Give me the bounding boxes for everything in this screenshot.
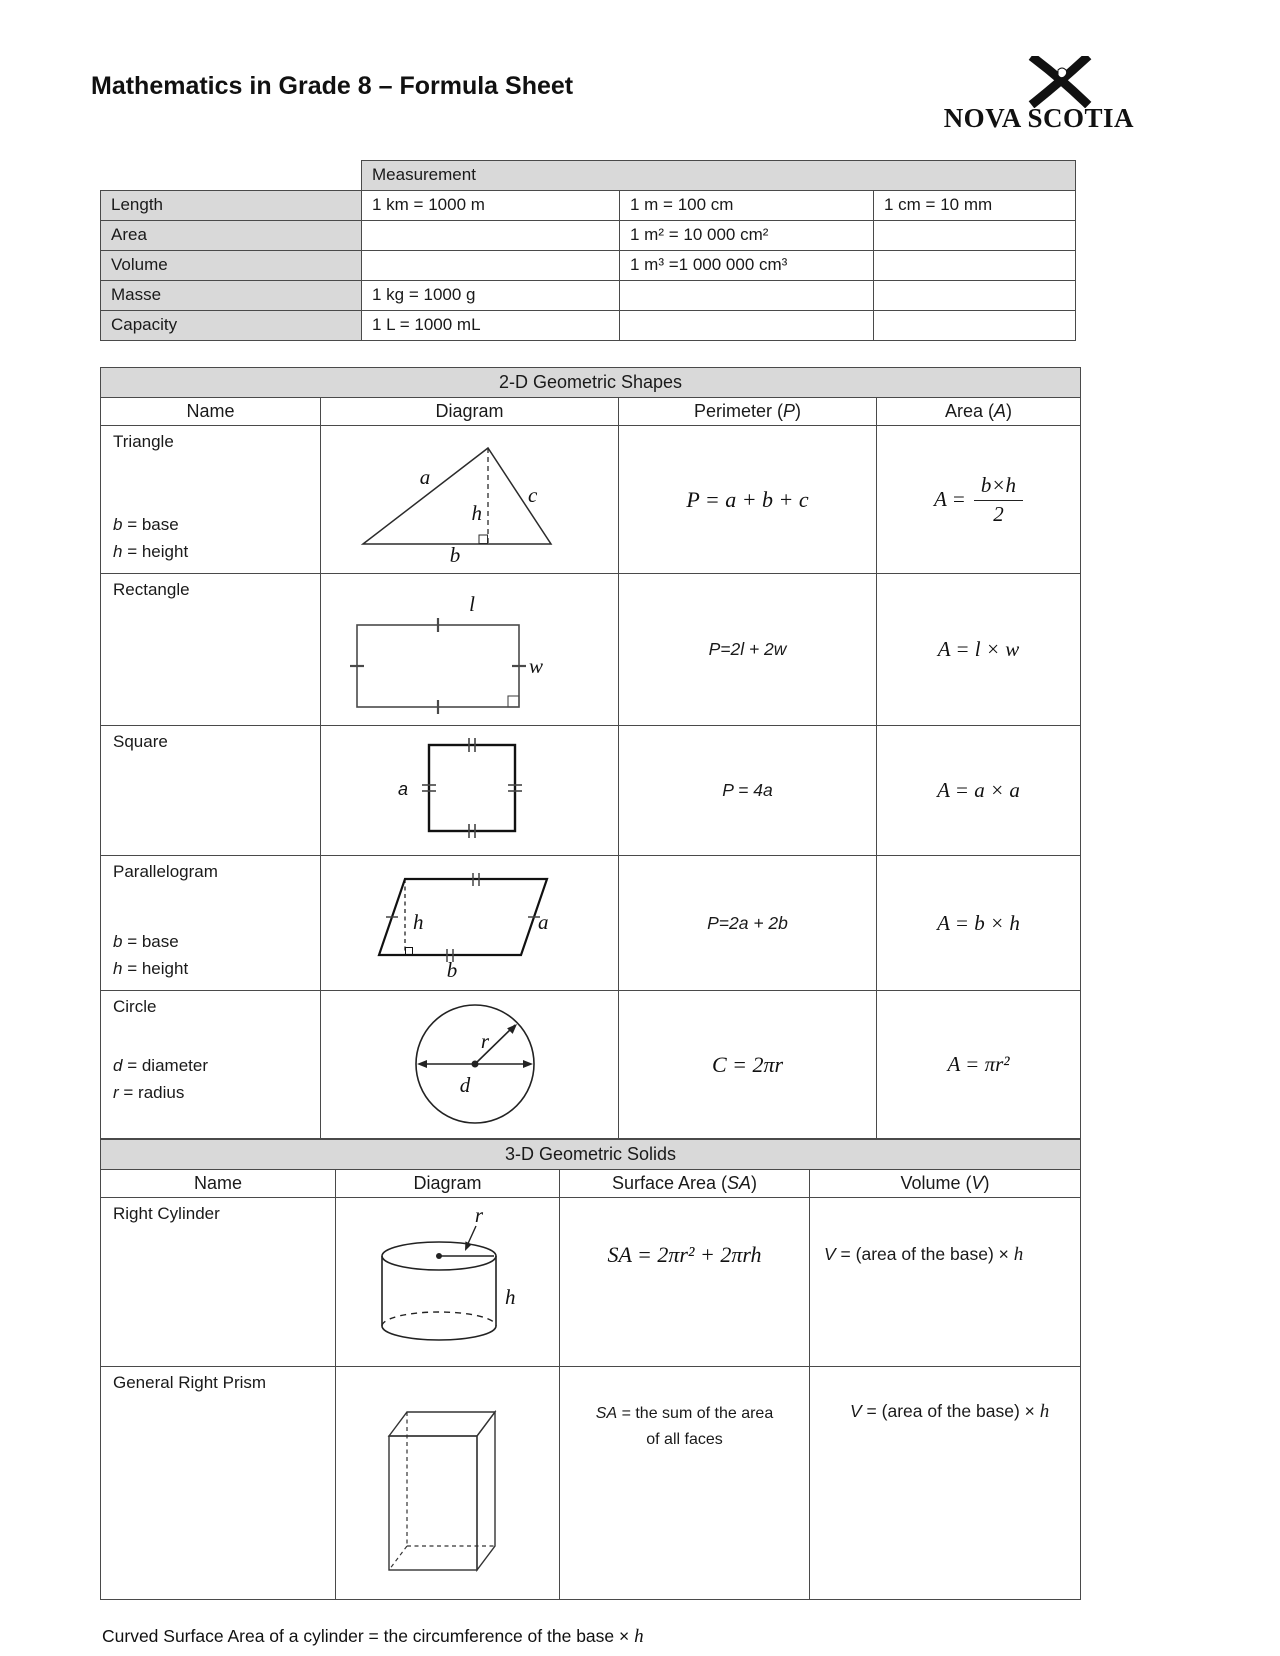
header-text: Volume (: [900, 1173, 972, 1193]
label-diameter: d: [459, 1072, 470, 1097]
measurement-row-capacity: [101, 311, 1076, 341]
measurement-value-cell: 1 kg = 1000 g: [362, 281, 620, 311]
note-line: [113, 512, 188, 538]
measurement-label-cell: Volume: [101, 251, 362, 281]
label-side: a: [537, 909, 548, 934]
perimeter-formula: P = 4a: [722, 780, 773, 800]
measurement-label-cell: Masse: [101, 281, 362, 311]
area-formula-cell: [877, 574, 1081, 726]
measurement-table: [100, 160, 1076, 341]
solid-diagram-cell: [336, 1198, 560, 1367]
parallelogram-diagram: [325, 863, 615, 979]
fraction-numerator: b×h: [974, 473, 1023, 501]
header-text: ): [1006, 401, 1013, 421]
circle-diagram: [325, 998, 615, 1127]
perimeter-formula-cell: [619, 726, 877, 856]
solids-3d-column-header-row: [101, 1170, 1081, 1198]
footnote-symbol: h: [634, 1626, 644, 1647]
label-base: b: [449, 542, 460, 563]
shape-notes: [113, 1053, 208, 1106]
solid-name-cell: [101, 1367, 336, 1600]
measurement-value-cell: [874, 251, 1076, 281]
shape-diagram-cell: [321, 726, 619, 856]
label-base: b: [446, 957, 457, 979]
note-text: = height: [122, 958, 189, 978]
header-symbol: A: [994, 401, 1007, 421]
measurement-value-cell: [620, 311, 874, 341]
circumference-formula: C = 2πr: [711, 1051, 784, 1077]
arrowheads: [417, 1024, 533, 1068]
measurement-empty-corner: [101, 161, 362, 191]
area-formula-cell: [877, 991, 1081, 1139]
shape-row-rectangle: [101, 574, 1081, 726]
formula-symbol: SA: [595, 1405, 618, 1422]
cylinder-shape: [382, 1226, 496, 1340]
fraction-denominator: 2: [993, 501, 1004, 526]
shape-name: Parallelogram: [113, 862, 218, 881]
column-header-perimeter: [619, 398, 877, 426]
formula-text-line2: of all faces: [646, 1430, 723, 1448]
formula-text: = (area of the base) ×: [835, 1243, 1014, 1264]
perimeter-formula-cell: [619, 991, 877, 1139]
footnote-text: Curved Surface Area of a cylinder = the circumference of the base ×: [102, 1626, 635, 1646]
prism-shape: [389, 1412, 495, 1570]
square-diagram: [325, 733, 615, 844]
shapes-2d-column-header-row: [101, 398, 1081, 426]
header-text: Area (: [944, 401, 995, 421]
note-line: [113, 539, 188, 565]
measurement-label-cell: Length: [101, 191, 362, 221]
surface-area-formula: SA = 2πr² + 2πrh: [607, 1241, 762, 1267]
perimeter-formula-cell: [619, 426, 877, 574]
area-formula-cell: [877, 726, 1081, 856]
label-side-c: c: [527, 482, 537, 507]
shape-name: Circle: [113, 997, 157, 1016]
triangle-shape: [363, 448, 551, 544]
shape-notes: [113, 929, 188, 982]
measurement-section-header: Measurement: [362, 161, 1076, 191]
measurement-label-cell: Area: [101, 221, 362, 251]
header-text: Surface Area (: [611, 1173, 728, 1193]
perimeter-formula-cell: [619, 574, 877, 726]
parallelogram-shape: [379, 873, 547, 962]
page-content: [91, 0, 1080, 1648]
volume-formula-cell: [810, 1367, 1081, 1600]
measurement-value-cell: 1 m = 100 cm: [620, 191, 874, 221]
header-symbol: V: [971, 1173, 984, 1193]
measurement-header-row: [101, 161, 1076, 191]
shape-notes: [113, 512, 188, 565]
solids-3d-header-row: [101, 1140, 1081, 1170]
column-header-name: Name: [101, 1170, 336, 1198]
measurement-row-length: [101, 191, 1076, 221]
area-formula-cell: [877, 856, 1081, 991]
label-height: h: [412, 909, 423, 934]
measurement-value-cell: [874, 281, 1076, 311]
nova-scotia-logo: [924, 56, 1134, 134]
rectangle-diagram: [325, 581, 615, 714]
shapes-2d-section-header: 2-D Geometric Shapes: [101, 368, 1081, 398]
measurement-value-cell: 1 L = 1000 mL: [362, 311, 620, 341]
note-text: = radius: [118, 1082, 185, 1102]
note-line: [113, 956, 188, 982]
shapes-2d-table: [100, 367, 1081, 1139]
column-header-diagram: Diagram: [321, 398, 619, 426]
area-formula: A = l × w: [937, 637, 1020, 661]
measurement-value-cell: [620, 281, 874, 311]
volume-formula: [824, 1244, 1023, 1264]
note-symbol: d: [113, 1056, 123, 1076]
shape-diagram-cell: [321, 574, 619, 726]
solid-diagram-cell: [336, 1367, 560, 1600]
note-text: = diameter: [122, 1056, 208, 1076]
header-symbol: SA: [727, 1173, 752, 1193]
note-line: [113, 1080, 208, 1106]
note-text: = height: [122, 541, 189, 561]
formula-symbol: h: [1039, 1401, 1050, 1422]
formula-symbol: h: [1013, 1243, 1024, 1265]
fraction: [974, 473, 1023, 527]
measurement-value-cell: 1 m³ =1 000 000 cm³: [620, 251, 874, 281]
shape-diagram-cell: [321, 856, 619, 991]
label-radius: r: [480, 1028, 489, 1053]
area-formula: A = a × a: [937, 778, 1020, 802]
measurement-row-area: [101, 221, 1076, 251]
note-text: = base: [122, 515, 179, 535]
note-line: [113, 929, 188, 955]
shape-row-circle: [101, 991, 1081, 1139]
rectangle-shape: [350, 618, 526, 714]
solids-3d-table: [100, 1139, 1081, 1600]
label-height: h: [471, 500, 482, 525]
label-height: h: [504, 1284, 515, 1309]
header-text: Perimeter (: [693, 401, 783, 421]
shape-diagram-cell: [321, 991, 619, 1139]
note-text: = base: [122, 932, 179, 952]
volume-formula: [850, 1401, 1049, 1421]
shape-name-cell: [101, 426, 321, 574]
measurement-value-cell: [362, 221, 620, 251]
surface-area-formula-cell: [560, 1367, 810, 1600]
shapes-2d-header-row: [101, 368, 1081, 398]
solid-name: General Right Prism: [113, 1373, 267, 1392]
column-header-area: [877, 398, 1081, 426]
header-symbol: P: [783, 401, 796, 421]
label-side: a: [397, 778, 408, 799]
measurement-row-volume: [101, 251, 1076, 281]
page-title: Mathematics in Grade 8 – Formula Sheet: [91, 72, 574, 100]
perimeter-formula: P=2a + 2b: [707, 912, 788, 933]
perimeter-formula: P=2l + 2w: [708, 639, 787, 659]
logo-wordmark: NOVA SCOTIA: [943, 103, 1134, 133]
solid-row-cylinder: [101, 1198, 1081, 1367]
label-side-a: a: [419, 464, 430, 489]
solid-name: Right Cylinder: [113, 1204, 220, 1223]
measurement-value-cell: 1 m² = 10 000 cm²: [620, 221, 874, 251]
column-header-diagram: Diagram: [336, 1170, 560, 1198]
note-line: [113, 1053, 208, 1079]
shape-name: Square: [113, 732, 168, 751]
measurement-row-masse: [101, 281, 1076, 311]
measurement-value-cell: [874, 311, 1076, 341]
label-radius: r: [474, 1205, 483, 1227]
shape-row-square: [101, 726, 1081, 856]
note-symbol: r: [113, 1082, 119, 1102]
column-header-name: Name: [101, 398, 321, 426]
label-width: w: [528, 653, 543, 678]
note-symbol: b: [113, 932, 123, 952]
formula-lhs: A =: [933, 487, 966, 511]
solids-3d-section-header: 3-D Geometric Solids: [101, 1140, 1081, 1170]
column-header-surface-area: [560, 1170, 810, 1198]
surface-area-formula-cell: [560, 1198, 810, 1367]
footnote: [102, 1626, 1080, 1648]
area-formula: A = b × h: [937, 910, 1020, 935]
formula-symbol: V: [824, 1243, 836, 1264]
shape-name-cell: [101, 726, 321, 856]
measurement-value-cell: 1 km = 1000 m: [362, 191, 620, 221]
shape-name: Triangle: [113, 432, 174, 451]
volume-formula-cell: [810, 1198, 1081, 1367]
header-text: ): [751, 1173, 758, 1193]
area-formula: [934, 473, 1023, 527]
shape-name-cell: [101, 856, 321, 991]
saltire-icon: [1028, 56, 1092, 108]
triangle-diagram: [325, 432, 615, 563]
surface-area-formula: [560, 1401, 809, 1427]
shape-row-parallelogram: [101, 856, 1081, 991]
measurement-label-cell: Capacity: [101, 311, 362, 341]
square-shape: [422, 738, 522, 838]
cylinder-diagram: [339, 1206, 557, 1354]
shape-diagram-cell: [321, 426, 619, 574]
shape-name-cell: [101, 574, 321, 726]
header-text: ): [795, 401, 802, 421]
measurement-value-cell: [362, 251, 620, 281]
formula-text: = the sum of the area: [617, 1405, 774, 1422]
area-formula-cell: [877, 426, 1081, 574]
label-length: l: [468, 591, 475, 616]
shape-name-cell: [101, 991, 321, 1139]
solid-name-cell: [101, 1198, 336, 1367]
formula-symbol: V: [850, 1401, 862, 1421]
header-text: ): [983, 1173, 990, 1193]
note-symbol: h: [113, 958, 123, 978]
solid-row-prism: [101, 1367, 1081, 1600]
column-header-volume: [810, 1170, 1081, 1198]
perimeter-formula-cell: [619, 856, 877, 991]
shape-row-triangle: [101, 426, 1081, 574]
shape-name: Rectangle: [113, 580, 190, 599]
note-symbol: h: [113, 541, 123, 561]
measurement-value-cell: 1 cm = 10 mm: [874, 191, 1076, 221]
perimeter-formula: P = a + b + c: [686, 486, 809, 512]
measurement-value-cell: [874, 221, 1076, 251]
prism-diagram: [339, 1376, 557, 1586]
formula-text: = (area of the base) ×: [861, 1401, 1040, 1421]
area-formula: A = πr²: [947, 1052, 1010, 1076]
note-symbol: b: [113, 515, 123, 535]
